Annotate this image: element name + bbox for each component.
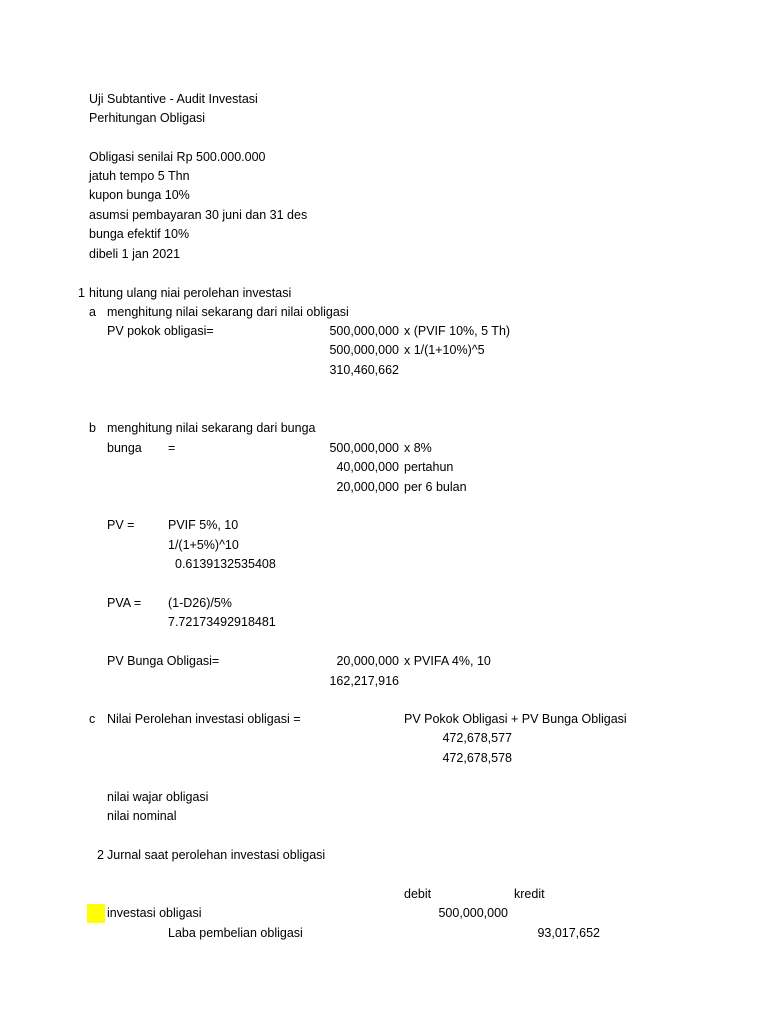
section1a-letter: a [89,305,96,319]
page-title: Uji Subtantive - Audit Investasi [89,92,258,106]
pv-line-2: 1/(1+5%)^10 [168,538,239,552]
journal-row1-debit: 500,000,000 [438,906,508,920]
journal-row2-label: Laba pembelian obligasi [168,926,303,940]
nilai-wajar-label: nilai wajar obligasi [107,790,209,804]
given-line-1: Obligasi senilai Rp 500.000.000 [89,150,266,164]
bunga-label: bunga [107,441,142,455]
bunga-value-2: 40,000,000 [336,460,399,474]
bunga-note-2: pertahun [404,460,454,474]
section1-title: hitung ulang niai perolehan investasi [89,286,292,300]
bunga-value-3: 20,000,000 [336,480,399,494]
kredit-header: kredit [514,887,545,901]
section1-number: 1 [78,286,85,300]
pv-label: PV = [107,518,135,532]
section1a-title: menghitung nilai sekarang dari nilai obligasi [107,305,349,319]
given-line-3: kupon bunga 10% [89,188,190,202]
pv-pokok-note-1: x (PVIF 10%, 5 Th) [404,324,511,338]
journal-row2-kredit: 93,017,652 [537,926,600,940]
pv-bunga-value-1: 20,000,000 [336,654,399,668]
given-line-5: bunga efektif 10% [89,227,190,241]
journal-row1-label: investasi obligasi [107,906,202,920]
pv-pokok-note-2: x 1/(1+10%)^5 [404,343,485,357]
pv-pokok-value-1: 500,000,000 [329,324,399,338]
section1c-title: Nilai Perolehan investasi obligasi = [107,712,301,726]
pv-bunga-label: PV Bunga Obligasi= [107,654,220,668]
debit-header: debit [404,887,432,901]
nilai-perolehan-value-2: 472,678,578 [442,751,512,765]
pv-pokok-value-2: 500,000,000 [329,343,399,357]
page-subtitle: Perhitungan Obligasi [89,111,206,125]
bunga-equals: = [168,441,176,455]
pva-line-1: (1-D26)/5% [168,596,232,610]
given-line-4: asumsi pembayaran 30 juni dan 31 des [89,208,308,222]
pva-line-2: 7.72173492918481 [168,615,276,629]
nilai-perolehan-formula: PV Pokok Obligasi + PV Bunga Obligasi [404,712,627,726]
pv-bunga-result: 162,217,916 [329,674,399,688]
pva-label: PVA = [107,596,142,610]
highlighted-cell [87,904,105,923]
pv-pokok-label: PV pokok obligasi= [107,324,214,338]
given-line-6: dibeli 1 jan 2021 [89,247,181,261]
section2-title: Jurnal saat perolehan investasi obligasi [107,848,326,862]
nilai-perolehan-value-1: 472,678,577 [442,731,512,745]
nilai-nominal-label: nilai nominal [107,809,177,823]
pv-pokok-result: 310,460,662 [329,363,399,377]
section1b-letter: b [89,421,96,435]
section2-number: 2 [97,848,104,862]
bunga-note-1: x 8% [404,441,432,455]
pv-bunga-note-1: x PVIFA 4%, 10 [404,654,491,668]
pv-line-3: 0.6139132535408 [175,557,276,571]
given-line-2: jatuh tempo 5 Thn [89,169,190,183]
section1c-letter: c [89,712,96,726]
section1b-title: menghitung nilai sekarang dari bunga [107,421,316,435]
pv-line-1: PVIF 5%, 10 [168,518,239,532]
bunga-note-3: per 6 bulan [404,480,467,494]
bunga-value-1: 500,000,000 [329,441,399,455]
